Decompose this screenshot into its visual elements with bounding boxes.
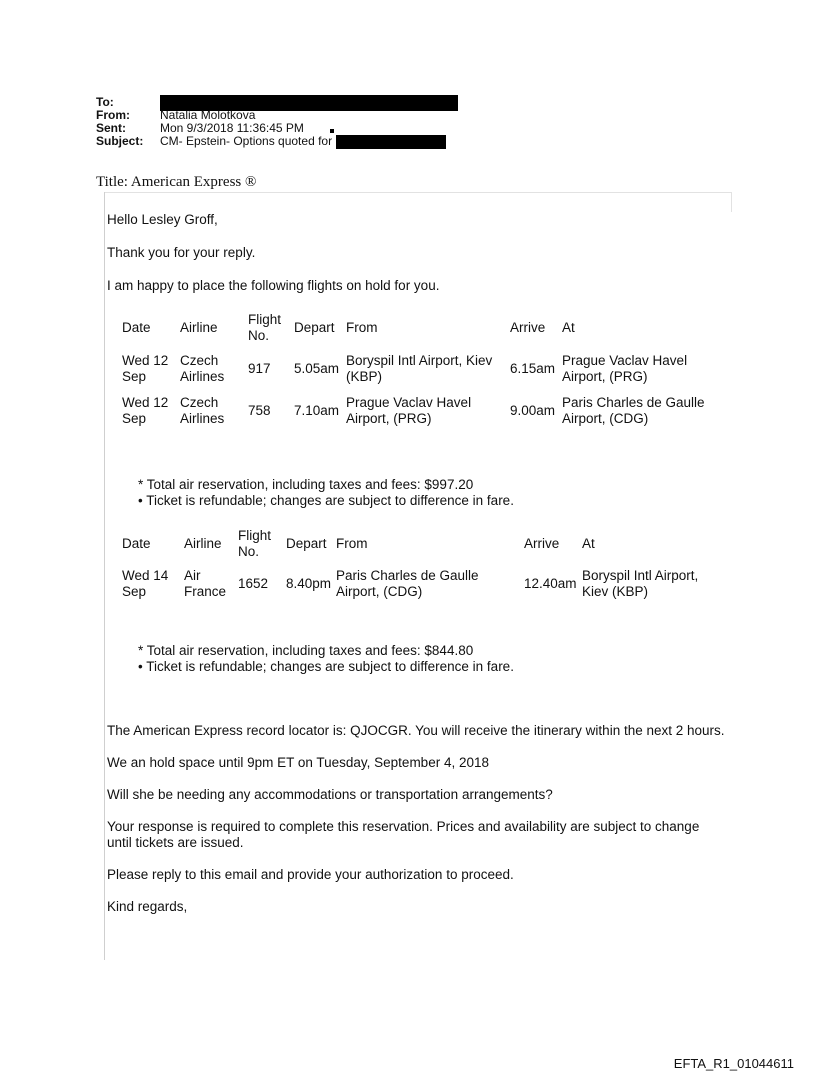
cell-arrive: 6.15am (510, 361, 556, 376)
refund-note-1: • Ticket is refundable; changes are subject to difference in fare. (138, 493, 514, 508)
cell-depart: 8.40pm (286, 576, 332, 591)
cell-flight-no: 917 (248, 361, 271, 376)
reply-text: Please reply to this email and provide your authorization to proceed. (107, 867, 514, 882)
to-row (96, 96, 458, 109)
col-flight-no: Flight No. (238, 528, 272, 559)
subject-value: CM- Epstein- Options quoted for (160, 134, 333, 148)
col-depart: Depart (286, 536, 327, 551)
email-body (107, 212, 737, 294)
table-row (118, 560, 714, 608)
from-label: From: (96, 108, 130, 122)
subject-label: Subject: (96, 134, 144, 148)
itinerary-1-notes (138, 477, 514, 509)
subject-row (96, 135, 458, 148)
to-label: To: (96, 95, 114, 109)
email-title: Title: American Express ® (96, 174, 257, 190)
response-text: Your response is required to complete this reservation. Prices and availability are subject to change until tickets are issued. (107, 819, 700, 850)
redacted-subject (336, 135, 446, 149)
cell-at: Prague Vaclav Havel Airport, (PRG) (562, 353, 688, 384)
cell-from: Prague Vaclav Havel Airport, (PRG) (346, 395, 472, 426)
table-row (118, 394, 714, 428)
col-airline: Airline (180, 320, 218, 335)
sent-label: Sent: (96, 121, 126, 135)
cell-airline: Czech Airlines (180, 353, 225, 384)
flight-table-1 (118, 312, 714, 428)
divider-top (104, 192, 732, 193)
refund-note-2: • Ticket is refundable; changes are subject to difference in fare. (138, 659, 514, 674)
col-at: At (582, 536, 595, 551)
hold-text: We an hold space until 9pm ET on Tuesday, September 4, 2018 (107, 755, 489, 770)
from-value: Natalia Molotkova (160, 108, 256, 122)
col-date: Date (122, 320, 151, 335)
cell-from: Boryspil Intl Airport, Kiev (KBP) (346, 353, 493, 384)
record-locator-text: The American Express record locator is: QJOCGR. You will receive the itinerary within the next 2 hours. (107, 723, 725, 738)
col-flight-no: Flight No. (248, 312, 282, 343)
col-at: At (562, 320, 575, 335)
flight-table-2 (118, 528, 714, 608)
cell-arrive: 9.00am (510, 403, 556, 418)
cell-flight-no: 758 (248, 403, 271, 418)
cell-date: Wed 12 Sep (122, 353, 169, 384)
email-header (96, 96, 458, 148)
redaction-mark (330, 129, 334, 133)
accommodations-text: Will she be needing any accommodations or transportation arrangements? (107, 787, 553, 802)
cell-arrive: 12.40am (524, 576, 577, 591)
col-arrive: Arrive (510, 320, 546, 335)
cell-at: Paris Charles de Gaulle Airport, (CDG) (562, 395, 705, 426)
cell-flight-no: 1652 (238, 576, 269, 591)
cell-depart: 5.05am (294, 361, 340, 376)
email-body-lower (107, 723, 727, 915)
total-price-2: * Total air reservation, including taxes and fees: $844.80 (138, 643, 474, 658)
intro-text: I am happy to place the following flights on hold for you. (107, 278, 440, 293)
cell-from: Paris Charles de Gaulle Airport, (CDG) (336, 568, 479, 599)
col-from: From (346, 320, 378, 335)
cell-airline: Air France (184, 568, 227, 599)
thanks-text: Thank you for your reply. (107, 245, 256, 260)
total-price-1: * Total air reservation, including taxes and fees: $997.20 (138, 477, 474, 492)
col-airline: Airline (184, 536, 222, 551)
cell-at: Boryspil Intl Airport, Kiev (KBP) (582, 568, 699, 599)
cell-airline: Czech Airlines (180, 395, 225, 426)
cell-date: Wed 14 Sep (122, 568, 169, 599)
cell-date: Wed 12 Sep (122, 395, 169, 426)
greeting: Hello Lesley Groff, (107, 212, 218, 227)
col-depart: Depart (294, 320, 335, 335)
table-row (118, 344, 714, 394)
document-id: EFTA_R1_01044611 (673, 1056, 794, 1071)
col-arrive: Arrive (524, 536, 560, 551)
table-header (118, 528, 714, 560)
closing-text: Kind regards, (107, 899, 188, 914)
sent-value: Mon 9/3/2018 11:36:45 PM (160, 121, 304, 135)
table-header (118, 312, 714, 344)
itinerary-2-notes (138, 643, 514, 675)
divider-right (731, 192, 732, 212)
divider-left (104, 192, 105, 960)
col-date: Date (122, 536, 151, 551)
col-from: From (336, 536, 368, 551)
cell-depart: 7.10am (294, 403, 340, 418)
